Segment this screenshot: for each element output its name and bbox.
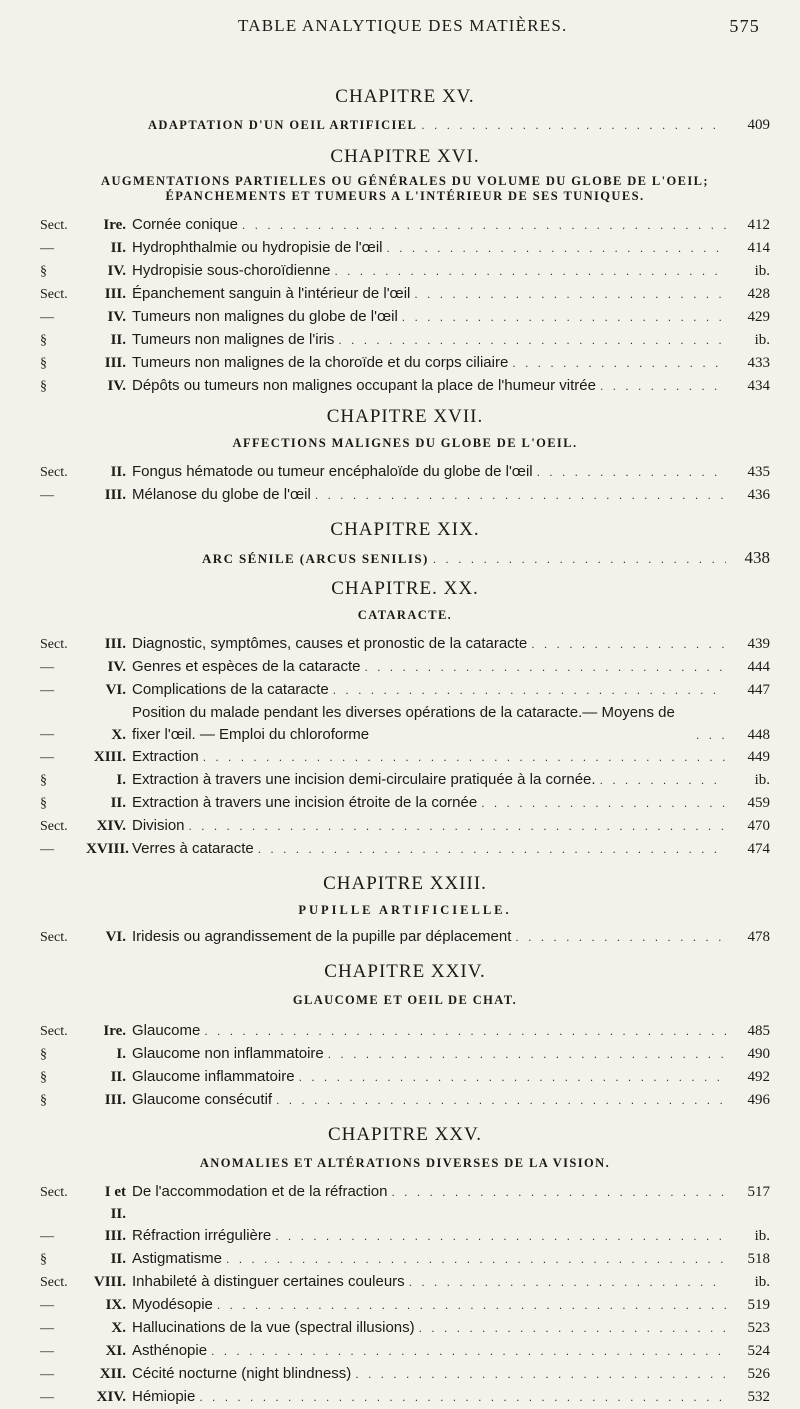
chapter-subtitle: ANOMALIES ET ALTÉRATIONS DIVERSES DE LA VISION. [199, 1156, 611, 1170]
section-label: § [40, 356, 47, 371]
entry-page: 519 [747, 1297, 770, 1313]
chapter-heading: CHAPITRE XXIII. [323, 873, 487, 894]
section-label: § [40, 1252, 47, 1267]
section-label: — [40, 750, 54, 765]
entry-title: Astigmatisme [132, 1250, 223, 1267]
entry-page: 429 [747, 309, 770, 325]
entry-title: Extraction à travers une incision étroite de la cornée [132, 794, 478, 811]
section-number: III. [104, 487, 126, 503]
entry-page: 414 [747, 240, 770, 256]
entry-title: Division [132, 817, 185, 834]
section-number: XIV. [96, 1389, 126, 1405]
section-number: XVIII. [86, 841, 129, 857]
section-label: § [40, 379, 47, 394]
section-number: I et II. [104, 1184, 126, 1222]
section-label: Sect. [40, 637, 68, 652]
entry-page: 490 [747, 1046, 770, 1062]
section-number: I. [116, 772, 126, 788]
entry-title: Extraction à travers une incision demi-circulaire pratiquée à la cornée. [132, 771, 596, 788]
entry-title: Tumeurs non malignes de la choroïde et du corps ciliaire [132, 354, 509, 371]
entry-title: Glaucome non inflammatoire [132, 1045, 324, 1062]
toc-entry [40, 237, 770, 260]
entry-page: 439 [747, 636, 770, 652]
entry-title: Dépôts ou tumeurs non malignes occupant la place de l'humeur vitrée [132, 377, 596, 394]
entry-page: 517 [747, 1184, 770, 1200]
section-number: II. [110, 795, 126, 811]
entry-list [40, 1020, 770, 1112]
section-label: § [40, 1070, 47, 1085]
entry-page: ib. [754, 332, 770, 348]
entry-title: Cornée conique [132, 216, 238, 233]
section-label: § [40, 796, 47, 811]
section-label: — [40, 660, 54, 675]
entry-page: 492 [747, 1069, 770, 1085]
section-number: X. [111, 727, 126, 743]
entry-page: 447 [747, 682, 770, 698]
leader-dots [409, 1271, 726, 1293]
chapter-subtitle: PUPILLE ARTIFICIELLE. [298, 903, 512, 917]
leader-dots [189, 815, 726, 837]
leader-dots [512, 352, 726, 374]
section-number: II. [110, 464, 126, 480]
entry-page: 449 [747, 749, 770, 765]
leader-dots [242, 214, 726, 236]
entry-page: 436 [747, 487, 770, 503]
leader-dots [392, 1181, 727, 1203]
running-title: TABLE ANALYTIQUE DES MATIÈRES. [238, 16, 568, 35]
toc-entry [40, 375, 770, 398]
section-label: § [40, 773, 47, 788]
entry-page: 523 [747, 1320, 770, 1336]
section-label: — [40, 1390, 54, 1405]
entry-page: ib. [754, 772, 770, 788]
leader-dots [338, 329, 726, 351]
section-number: X. [111, 1320, 126, 1336]
leader-dots [334, 260, 726, 282]
leader-dots [696, 724, 726, 746]
entry-title: Inhabileté à distinguer certaines couleurs [132, 1273, 405, 1290]
section-label: Sect. [40, 218, 68, 233]
entry-title: Mélanose du globe de l'œil [132, 486, 311, 503]
leader-dots [600, 769, 726, 791]
toc-entry [40, 352, 770, 375]
section-label: — [40, 1321, 54, 1336]
entry-title: Fongus hématode ou tumeur encéphaloïde du globe de l'œil [132, 463, 533, 480]
section-label: — [40, 842, 54, 857]
section-number: Ire. [103, 217, 126, 233]
toc-entry [40, 1294, 770, 1317]
toc-entry [40, 484, 770, 507]
leader-dots [531, 633, 726, 655]
section-number: VI. [105, 929, 126, 945]
entry-page: 444 [747, 659, 770, 675]
section-label: — [40, 683, 54, 698]
leader-dots [217, 1294, 726, 1316]
entry-title: Hydrophthalmie ou hydropisie de l'œil [132, 239, 383, 256]
leader-dots [421, 114, 726, 136]
entry-page: 428 [747, 286, 770, 302]
section-number: IV. [107, 309, 126, 325]
chapter-subtitle: AUGMENTATIONS PARTIELLES OU GÉNÉRALES DU VOLUME DU GLOBE DE L'OEIL; [101, 174, 709, 188]
toc-entry [40, 746, 770, 769]
entry-list [40, 461, 770, 507]
leader-dots [315, 484, 726, 506]
chapter-subtitle: AFFECTIONS MALIGNES DU GLOBE DE L'OEIL. [232, 436, 578, 450]
entry-title: Tumeurs non malignes de l'iris [132, 331, 335, 348]
toc-entry [40, 260, 770, 283]
entry-page: 518 [747, 1251, 770, 1267]
toc-entry [40, 769, 770, 792]
toc-entry [40, 633, 770, 656]
entry-title: ADAPTATION D'UN OEIL ARTIFICIEL [148, 118, 418, 132]
leader-dots [414, 283, 726, 305]
entry-page: ib. [754, 1228, 770, 1244]
entry-title: Glaucome [132, 1022, 201, 1039]
toc-entry [40, 656, 770, 679]
toc-entry [40, 838, 770, 861]
chapter-heading: CHAPITRE XV. [335, 86, 475, 107]
chapter-subtitle: GLAUCOME ET OEIL DE CHAT. [292, 993, 518, 1007]
leader-dots [402, 306, 726, 328]
leader-dots [333, 679, 726, 701]
section-number: III. [104, 1092, 126, 1108]
toc-entry [40, 926, 770, 949]
toc-entry [40, 1248, 770, 1271]
entry-page: 435 [747, 464, 770, 480]
entry-page: ib. [754, 1274, 770, 1290]
toc-entry [40, 792, 770, 815]
section-number: XI. [105, 1343, 126, 1359]
toc-entry [40, 1089, 770, 1112]
leader-dots [258, 838, 726, 860]
entry-page: ib. [754, 263, 770, 279]
chapter-heading: CHAPITRE XVII. [326, 406, 484, 427]
toc-entry [40, 1181, 770, 1225]
section-label: Sect. [40, 465, 68, 480]
toc-entry [40, 702, 770, 746]
section-number: IV. [107, 263, 126, 279]
entry-title: Complications de la cataracte [132, 681, 329, 698]
chapter-heading: CHAPITRE XXIV. [324, 961, 486, 982]
running-head [230, 16, 760, 37]
toc-entry [40, 1020, 770, 1043]
leader-dots [275, 1225, 726, 1247]
chapter-heading: CHAPITRE XXV. [327, 1124, 483, 1145]
entry-page: 532 [747, 1389, 770, 1405]
entry-page: 434 [747, 378, 770, 394]
section-label: § [40, 1093, 47, 1108]
entry-page: 485 [747, 1023, 770, 1039]
toc-entry [40, 114, 770, 136]
leader-dots [600, 375, 726, 397]
entry-page: 474 [747, 841, 770, 857]
toc-entry [40, 815, 770, 838]
leader-dots [515, 926, 726, 948]
page-number: 575 [729, 16, 760, 36]
entry-page: 412 [747, 217, 770, 233]
entry-title: Asthénopie [132, 1342, 208, 1359]
entry-page: 409 [747, 117, 770, 133]
chapter-subtitle: ÉPANCHEMENTS ET TUMEURS A L'INTÉRIEUR DE SES TUNIQUES. [165, 189, 645, 203]
leader-dots [481, 792, 726, 814]
entry-page: 524 [747, 1343, 770, 1359]
entry-title: Extraction [132, 748, 199, 765]
section-number: XIII. [93, 749, 126, 765]
leader-dots [537, 461, 726, 483]
toc-entry [40, 1043, 770, 1066]
leader-dots [419, 1317, 726, 1339]
section-label: § [40, 264, 47, 279]
chapter-subtitle: CATARACTE. [357, 608, 453, 622]
entry-title: Hémiopie [132, 1388, 196, 1405]
entry-title: Verres à cataracte [132, 840, 254, 857]
section-label: Sect. [40, 1185, 68, 1200]
section-label: — [40, 310, 54, 325]
leader-dots [328, 1043, 726, 1065]
toc-entry [40, 547, 770, 570]
toc-entry [40, 1066, 770, 1089]
section-number: III. [104, 1228, 126, 1244]
entry-title: Position du malade pendant les diverses opérations de la cataracte.— Moyens de fixer l'œil. — Emploi du chloroforme [132, 704, 675, 743]
entry-title: Hallucinations de la vue (spectral illusions) [132, 1319, 415, 1336]
leader-dots [276, 1089, 726, 1111]
entry-title: Glaucome consécutif [132, 1091, 273, 1108]
section-number: IX. [105, 1297, 126, 1313]
entry-title: Réfraction irrégulière [132, 1227, 272, 1244]
section-label: Sect. [40, 287, 68, 302]
entry-list [40, 214, 770, 398]
entry-title: Glaucome inflammatoire [132, 1068, 295, 1085]
section-number: VI. [105, 682, 126, 698]
section-number: Ire. [103, 1023, 126, 1039]
entry-page: 448 [747, 727, 770, 743]
section-number: XIV. [96, 818, 126, 834]
chapter-heading: CHAPITRE XVI. [330, 146, 480, 167]
section-number: III. [104, 286, 126, 302]
entry-page: 496 [747, 1092, 770, 1108]
leader-dots [355, 1363, 726, 1385]
section-number: II. [110, 1069, 126, 1085]
section-number: I. [116, 1046, 126, 1062]
toc-entry [40, 679, 770, 702]
section-label: — [40, 1229, 54, 1244]
toc-entry [40, 1271, 770, 1294]
section-label: — [40, 1344, 54, 1359]
toc-entry [40, 1340, 770, 1363]
section-number: III. [104, 355, 126, 371]
toc-entry [40, 1363, 770, 1386]
toc-entry [40, 461, 770, 484]
section-label: § [40, 333, 47, 348]
toc-entry [40, 214, 770, 237]
entry-title: Tumeurs non malignes du globe de l'œil [132, 308, 398, 325]
leader-dots [386, 237, 726, 259]
entry-page: 470 [747, 818, 770, 834]
entry-title: Cécité nocturne (night blindness) [132, 1365, 352, 1382]
entry-page: 433 [747, 355, 770, 371]
section-label: Sect. [40, 930, 68, 945]
leader-dots [204, 1020, 726, 1042]
section-label: — [40, 1298, 54, 1313]
section-number: II. [110, 332, 126, 348]
entry-title: Diagnostic, symptômes, causes et pronostic de la cataracte [132, 635, 528, 652]
section-number: IV. [107, 659, 126, 675]
section-label: Sect. [40, 1024, 68, 1039]
entry-title: Épanchement sanguin à l'intérieur de l'œil [132, 285, 411, 302]
leader-dots [299, 1066, 726, 1088]
entry-title: Genres et espèces de la cataracte [132, 658, 361, 675]
section-label: § [40, 1047, 47, 1062]
leader-dots [211, 1340, 726, 1362]
leader-dots [364, 656, 726, 678]
toc-entry [40, 1317, 770, 1340]
entry-title: De l'accommodation et de la réfraction [132, 1183, 388, 1200]
leader-dots [199, 1386, 726, 1408]
section-number: II. [110, 1251, 126, 1267]
entry-page: 459 [747, 795, 770, 811]
section-label: Sect. [40, 819, 68, 834]
section-label: Sect. [40, 1275, 68, 1290]
entry-title: Iridesis ou agrandissement de la pupille par déplacement [132, 928, 512, 945]
entry-page: 438 [744, 548, 770, 567]
toc-entry [40, 283, 770, 306]
toc-entry [40, 306, 770, 329]
chapter-heading: CHAPITRE XIX. [330, 519, 480, 540]
table-of-contents [40, 86, 770, 1409]
section-number: VIII. [93, 1274, 126, 1290]
toc-entry [40, 1386, 770, 1409]
toc-entry [40, 329, 770, 352]
section-label: — [40, 1367, 54, 1382]
chapter-heading: CHAPITRE. XX. [331, 578, 479, 599]
section-number: II. [110, 240, 126, 256]
entry-list [40, 633, 770, 861]
entry-title: ARC SÉNILE (ARCUS SENILIS) [202, 551, 429, 566]
entry-page: 526 [747, 1366, 770, 1382]
toc-entry [40, 1225, 770, 1248]
entry-list [40, 926, 770, 949]
section-label: — [40, 727, 54, 742]
entry-title: Myodésopie [132, 1296, 213, 1313]
leader-dots [226, 1248, 726, 1270]
entry-list [40, 1181, 770, 1409]
section-number: XII. [99, 1366, 126, 1382]
leader-dots [433, 548, 726, 570]
entry-title: Hydropisie sous-choroïdienne [132, 262, 331, 279]
entry-page: 478 [747, 929, 770, 945]
section-number: III. [104, 636, 126, 652]
section-number: IV. [107, 378, 126, 394]
leader-dots [203, 746, 726, 768]
section-label: — [40, 488, 54, 503]
section-label: — [40, 241, 54, 256]
